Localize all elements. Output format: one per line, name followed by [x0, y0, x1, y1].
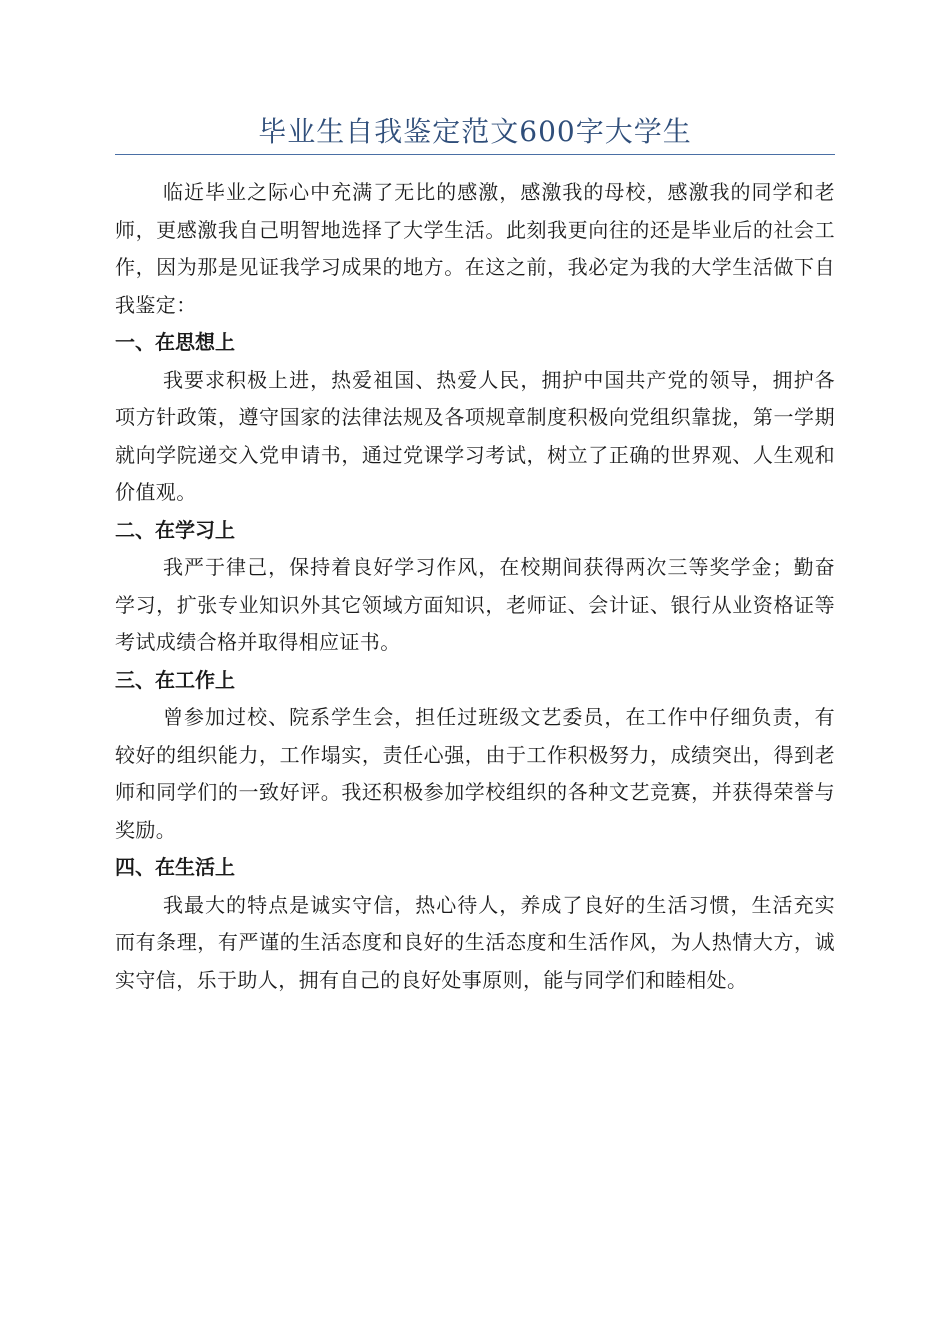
section-body-study: 我严于律己，保持着良好学习作风，在校期间获得两次三等奖学金；勤奋学习，扩张专业知识外其它领域方面知识，老师证、会计证、银行从业资格证等考试成绩合格并取得相应证书。 [115, 555, 835, 654]
intro-paragraph: 临近毕业之际心中充满了无比的感激，感激我的母校，感激我的同学和老师，更感激我自己明智地选择了大学生活。此刻我更向往的还是毕业后的社会工作，因为那是见证我学习成果的地方。在这之前，我必定为我的大学生活做下自我鉴定： [115, 180, 835, 317]
title-underline [115, 154, 835, 155]
document-title: 毕业生自我鉴定范文600字大学生 [258, 115, 692, 148]
section-body-work: 曾参加过校、院系学生会，担任过班级文艺委员，在工作中仔细负责，有较好的组织能力，工作塌实，责任心强，由于工作积极努力，成绩突出，得到老师和同学们的一致好评。我还积极参加学校组织的各种文艺竞赛，并获得荣誉与奖励。 [115, 705, 835, 842]
section-body-ideology: 我要求积极上进，热爱祖国、热爱人民，拥护中国共产党的领导，拥护各项方针政策，遵守国家的法律法规及各项规章制度积极向党组织靠拢，第一学期就向学院递交入党申请书，通过党课学习考试，树立了正确的世界观、人生观和价值观。 [115, 367, 835, 504]
document-body [115, 174, 835, 999]
section-body-life: 我最大的特点是诚实守信，热心待人，养成了良好的生活习惯，生活充实而有条理，有严谨的生活态度和良好的生活态度和生活作风，为人热情大方，诚实守信，乐于助人，拥有自己的良好处事原则，能与同学们和睦相处。 [115, 892, 835, 992]
section-heading-life: 四、在生活上 [115, 855, 235, 879]
section-heading-ideology: 一、在思想上 [115, 330, 235, 354]
section-heading-study: 二、在学习上 [115, 517, 235, 542]
section-heading-work: 三、在工作上 [115, 667, 235, 692]
